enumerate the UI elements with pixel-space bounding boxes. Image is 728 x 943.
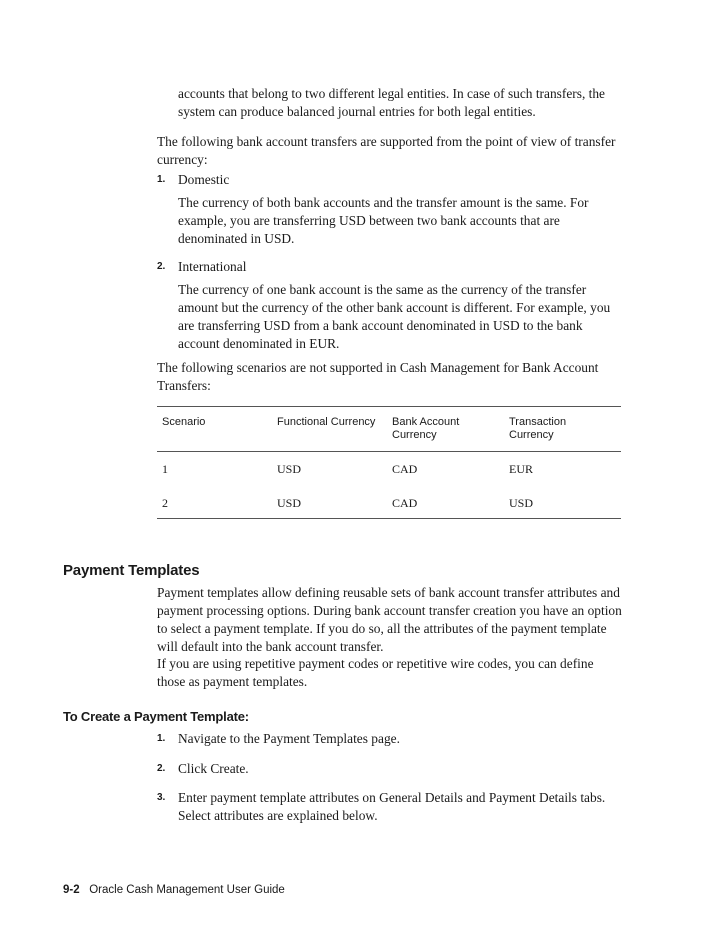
supported-transfers-paragraph: The following bank account transfers are supported from the point of view of transfer currency: (157, 134, 616, 167)
page-footer (63, 883, 285, 897)
transfer-type-title: Domestic (178, 172, 230, 187)
payment-templates-paragraph: Payment templates allow defining reusable sets of bank account transfer attributes and payment processing options. During bank account transfer creation you have an option to select a payment template. If you do so, all the attributes of the payment template will default into the bank account transfer. (157, 585, 622, 654)
table-cell: USD (277, 462, 302, 476)
transfer-type-title: International (178, 259, 247, 274)
footer-guide-title: Oracle Cash Management User Guide (89, 884, 285, 896)
step-number: 3. (157, 792, 166, 803)
table-cell: USD (509, 496, 534, 510)
unsupported-scenarios-paragraph: The following scenarios are not supported in Cash Management for Bank Account Transfers: (157, 360, 599, 393)
step-text: Enter payment template attributes on General Details and Payment Details tabs. Select attributes are explained below. (178, 790, 606, 823)
table-cell: 2 (162, 496, 168, 510)
table-cell: USD (277, 496, 302, 510)
table-cell: EUR (509, 462, 533, 476)
step-number: 2. (157, 763, 166, 774)
transfer-type-number: 2. (157, 261, 166, 272)
table-cell: CAD (392, 462, 418, 476)
step-text: Click Create. (178, 761, 249, 776)
table-header-cell: Scenario (162, 416, 206, 428)
table-header-cell: Bank Account Currency (392, 416, 460, 441)
table-header-cell: Transaction Currency (509, 416, 567, 441)
section-heading-payment-templates: Payment Templates (63, 562, 200, 579)
step-text: Navigate to the Payment Templates page. (178, 731, 400, 746)
intro-continuation-paragraph: accounts that belong to two different legal entities. In case of such transfers, the system can produce balanced journal entries for both legal entities. (178, 86, 605, 119)
table-bottom-rule (157, 518, 621, 519)
footer-page-number: 9-2 (63, 884, 80, 896)
table-top-rule (157, 406, 621, 407)
table-header-cell: Functional Currency (277, 416, 376, 428)
step-number: 1. (157, 733, 166, 744)
transfer-type-number: 1. (157, 174, 166, 185)
table-header-rule (157, 451, 621, 452)
table-cell: CAD (392, 496, 418, 510)
section-heading-create-template: To Create a Payment Template: (63, 709, 249, 724)
payment-templates-codes-paragraph: If you are using repetitive payment codes or repetitive wire codes, you can define those as payment templates. (157, 656, 594, 689)
transfer-type-description: The currency of one bank account is the same as the currency of the transfer amount but the currency of the other bank account is different. For example, you are transferring USD from a bank account denominated in USD to the bank account denominated in EUR. (178, 282, 611, 351)
table-cell: 1 (162, 462, 168, 476)
transfer-type-description: The currency of both bank accounts and the transfer amount is the same. For example, you are transferring USD between two bank accounts that are denominated in USD. (178, 195, 589, 246)
